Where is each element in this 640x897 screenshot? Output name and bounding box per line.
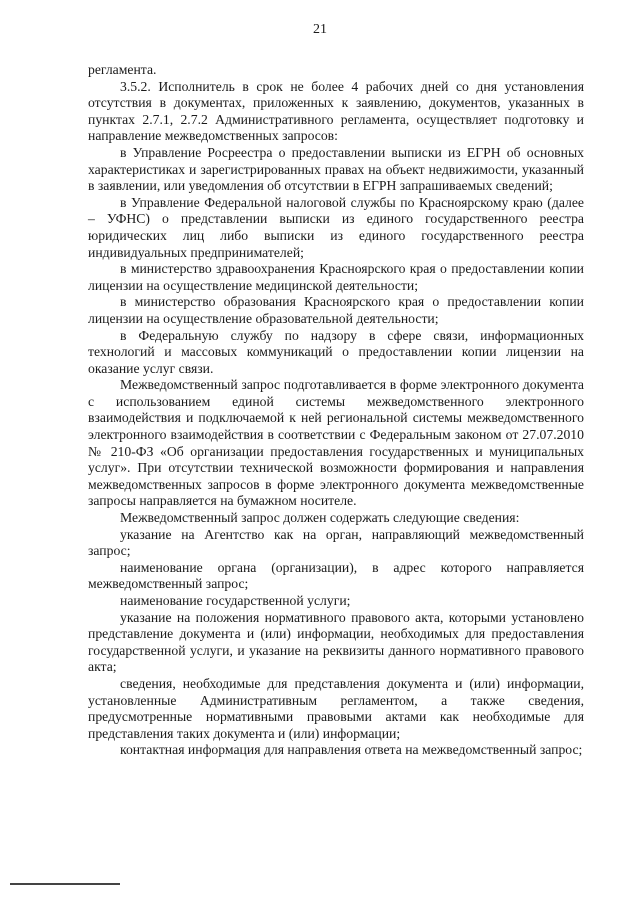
paragraph: Межведомственный запрос должен содержать следующие сведения: [120,510,520,526]
paragraph: в министерство здравоохранения Красноярского края о предоставлении копии лицензии на осуществление медицинской деятельности; [88,261,584,293]
paragraph: в министерство образования Красноярского края о предоставлении копии лицензии на осуществление образовательной деятельности; [88,294,584,326]
paragraph: в Управление Федеральной налоговой службы по Красноярскому краю (далее – УФНС) о представлении выписки из единого государственного реестра юридических лиц либо выписки из единого государственного реестра индивидуальных предпринимателей; [88,194,584,260]
paragraph: наименование органа (организации), в адрес которого направляется межведомственный запрос; [88,559,584,592]
paragraph: контактная информация для направления ответа на межведомственный запрос; [120,742,583,758]
paragraph: сведения, необходимые для представления документа и (или) информации, установленные Административным регламентом, а также сведения, предусмотренные нормативными правовыми актами как необходимые для представления таких документа и (или) информации; [88,675,584,741]
page-number: 21 [313,22,327,37]
paragraph: 3.5.2. Исполнитель в срок не более 4 рабочих дней со дня установления отсутствия в документах, приложенных к заявлению, документов, указанных в пунктах 2.7.1, 2.7.2 Административного регламента, осуществляет подготовку и направление межведомственных запросов: [88,78,584,144]
paragraph: в Федеральную службу по надзору в сфере связи, информационных технологий и массовых коммуникаций о предоставлении копии лицензии на оказание услуг связи. [88,327,584,376]
paragraph: в Управление Росреестра о предоставлении выписки из ЕГРН об основных характеристиках и зарегистрированных правах на объект недвижимости, указанный в заявлении, или уведомления об отсутствии в ЕГРН запрашиваемых сведений; [88,144,584,194]
paragraph: наименование государственной услуги; [120,593,351,608]
paragraph: регламента. [88,62,157,77]
paragraph: указание на Агентство как на орган, направляющий межведомственный запрос; [88,526,584,559]
paragraph: Межведомственный запрос подготавливается в форме электронного документа с использованием единой системы межведомственного электронного взаимодействия и подключаемой к ней региональной системы межведомственного электронного взаимодействия в соответствии с Федеральным законом от 27.07.2010 № 210-ФЗ «Об организации предоставления государственных и муниципальных услуг». При отсутствии технической возможности формирования и направления межведомственных запросов в форме электронного документа межведомственные запросы направляется на бумажном носителе. [88,377,584,509]
paragraph: указание на положения нормативного правового акта, которыми установлено представление документа и (или) информации, необходимых для предоставления государственной услуги, и указание на реквизиты данного нормативного правового акта; [88,609,584,675]
footnote-divider [10,883,120,885]
document-body [88,62,584,759]
